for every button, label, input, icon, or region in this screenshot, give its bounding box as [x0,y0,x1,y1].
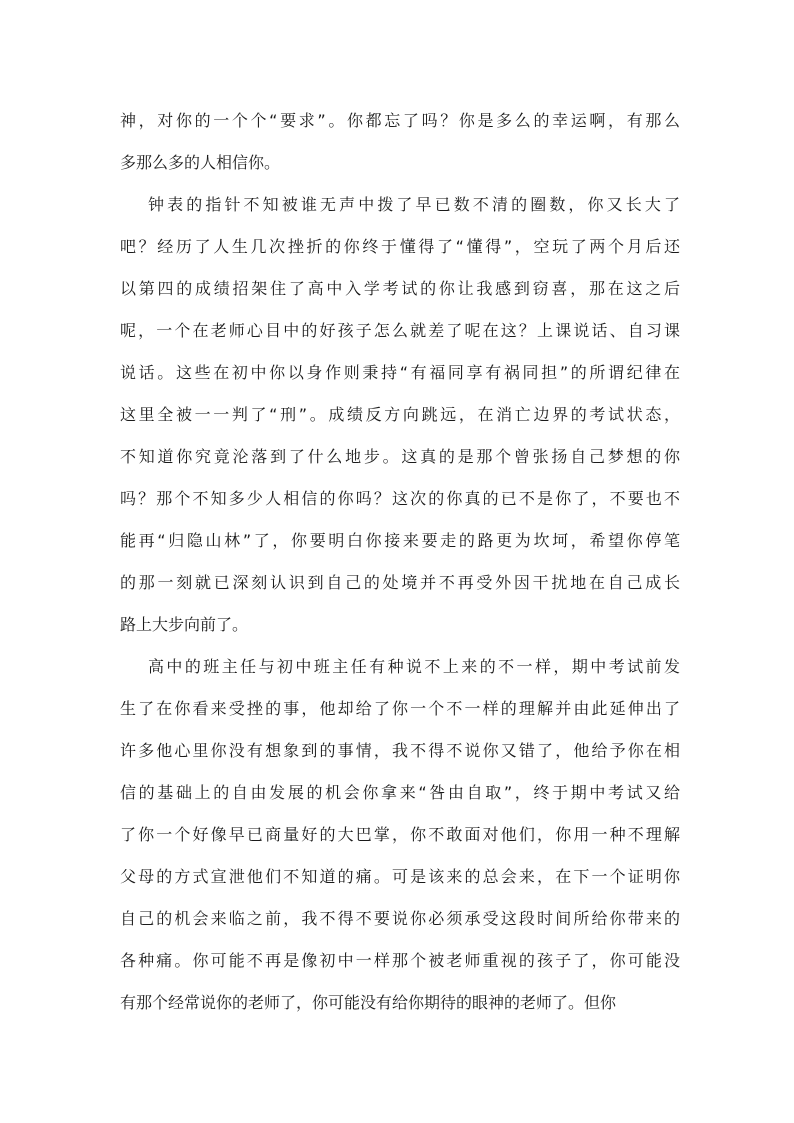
body-text [120,100,680,1024]
paragraph [120,646,680,1024]
text-line: 钟表的指针不知被谁无声中拨了早已数不清的圈数，你又长大了 [148,195,680,214]
text-line: 以第四的成绩招架住了高中入学考试的你让我感到窃喜，那在这之后 [120,279,680,298]
text-line: 自己的机会来临之前，我不得不要说你必须承受这段时间所给你带来的 [120,909,680,928]
text-line: 这里全被一一判了“刑”。成绩反方向跳远，在消亡边界的考试状态， [120,405,680,424]
paragraph [120,184,680,646]
text-line: 路上大步向前了。 [120,615,249,634]
text-line: 的那一刻就已深刻认识到自己的处境并不再受外因干扰地在自己成长 [120,573,680,592]
text-line: 许多他心里你没有想象到的事情，我不得不说你又错了，他给予你在相 [120,741,680,760]
text-line: 生了在你看来受挫的事，他却给了你一个不一样的理解并由此延伸出了 [120,699,680,718]
text-line: 吧？经历了人生几次挫折的你终于懂得了“懂得”，空玩了两个月后还 [120,237,680,256]
text-line: 能再“归隐山林”了，你要明白你接来要走的路更为坎坷，希望你停笔 [120,531,680,550]
text-line: 不知道你究竟沦落到了什么地步。这真的是那个曾张扬自己梦想的你 [120,447,680,466]
text-line: 说话。这些在初中你以身作则秉持“有福同享有祸同担”的所谓纪律在 [120,363,680,382]
text-line: 吗？那个不知多少人相信的你吗？这次的你真的已不是你了，不要也不 [120,489,680,508]
text-line: 有那个经常说你的老师了，你可能没有给你期待的眼神的老师了。但你 [120,993,617,1012]
text-line: 了你一个好像早已商量好的大巴掌，你不敢面对他们，你用一种不理解 [120,825,680,844]
text-line: 信的基础上的自由发展的机会你拿来“咎由自取”，终于期中考试又给 [120,783,680,802]
text-line: 父母的方式宣泄他们不知道的痛。可是该来的总会来，在下一个证明你 [120,867,680,886]
text-line: 呢，一个在老师心目中的好孩子怎么就差了呢在这？上课说话、自习课 [120,321,680,340]
text-line: 神，对你的一个个“要求”。你都忘了吗？你是多么的幸运啊，有那么 [120,111,680,130]
text-line: 多那么多的人相信你。 [120,153,281,172]
text-line: 各种痛。你可能不再是像初中一样那个被老师重视的孩子了，你可能没 [120,951,680,970]
text-line: 高中的班主任与初中班主任有种说不上来的不一样，期中考试前发 [148,657,680,676]
paragraph [120,100,680,184]
